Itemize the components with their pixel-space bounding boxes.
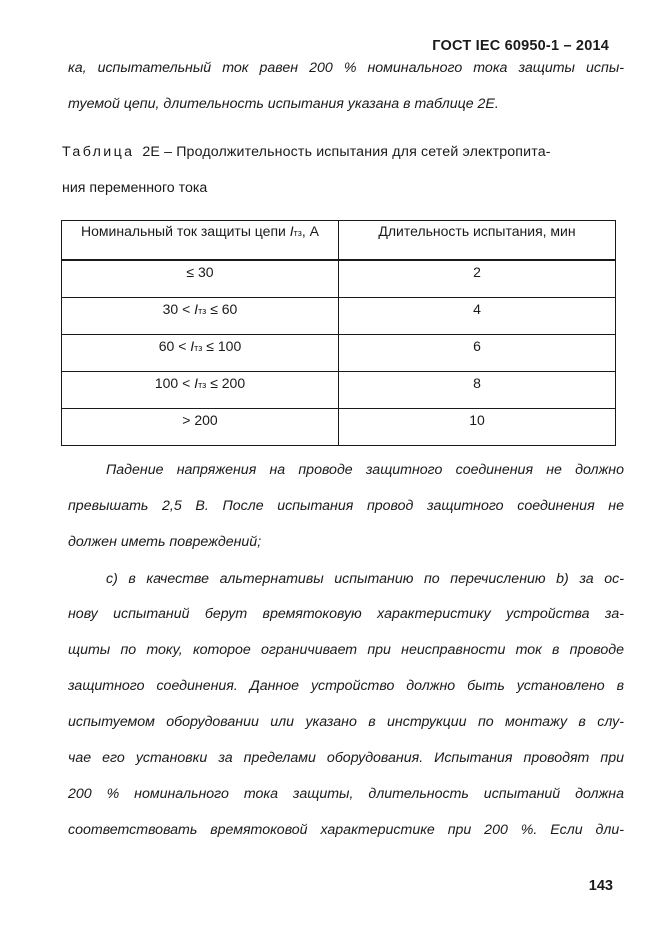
table-row xyxy=(62,371,616,408)
table-row xyxy=(62,408,616,445)
current-range-cell: ≤ 30 xyxy=(62,260,339,297)
table-header-row xyxy=(62,221,616,261)
paragraph-2-line-4: защитного соединения. Данное устройство должно быть установлено в xyxy=(68,678,624,694)
duration-cell: 8 xyxy=(339,371,616,408)
current-range-cell: 60 < Iтз ≤ 100 xyxy=(62,334,339,371)
intro-line-1: ка, испытательный ток равен 200 % номинального тока защиты испы- xyxy=(68,60,624,76)
paragraph-2-line-5: испытуемом оборудовании или указано в инструкции по монтажу в слу- xyxy=(68,714,624,730)
paragraph-2-line-6: чае его установки за пределами оборудования. Испытания проводят при xyxy=(68,750,624,766)
document-standard-header: ГОСТ IEC 60950-1 – 2014 xyxy=(432,38,609,54)
duration-cell: 2 xyxy=(339,260,616,297)
table-row xyxy=(62,297,616,334)
paragraph-2-line-8: соответствовать времятоковой характеристике при 200 %. Если дли- xyxy=(68,822,624,838)
table-row xyxy=(62,260,616,297)
page-number: 143 xyxy=(588,878,613,894)
table-caption-label: Таблица xyxy=(62,144,135,160)
paragraph-2-line-7: 200 % номинального тока защиты, длительность испытаний должна xyxy=(68,786,624,802)
current-range-cell: > 200 xyxy=(62,408,339,445)
duration-cell: 4 xyxy=(339,297,616,334)
table-caption xyxy=(62,144,615,160)
duration-cell: 10 xyxy=(339,408,616,445)
paragraph-2-line-2: нову испытаний берут времятоковую характеристику устройства за- xyxy=(68,606,624,622)
table-caption-text: 2Е – Продолжительность испытания для сетей электропита- xyxy=(142,144,551,160)
intro-line-2: туемой цепи, длительность испытания указана в таблице 2Е. xyxy=(68,96,499,112)
duration-cell: 6 xyxy=(339,334,616,371)
table-row xyxy=(62,334,616,371)
header-test-duration: Длительность испытания, мин xyxy=(339,221,616,261)
paragraph-2-line-1: c) в качестве альтернативы испытанию по перечислению b) за ос- xyxy=(106,571,624,587)
paragraph-1-line-2: превышать 2,5 В. После испытания провод защитного соединения не xyxy=(68,498,624,514)
paragraph-1-line-3: должен иметь повреждений; xyxy=(68,534,262,550)
current-range-cell: 100 < Iтз ≤ 200 xyxy=(62,371,339,408)
paragraph-1-line-1: Падение напряжения на проводе защитного соединения не должно xyxy=(106,462,624,478)
table-caption-line-2: ния переменного тока xyxy=(62,180,208,196)
current-range-cell: 30 < Iтз ≤ 60 xyxy=(62,297,339,334)
test-duration-table xyxy=(61,220,616,446)
header-rated-current: Номинальный ток защиты цепи Iтз, А xyxy=(62,221,339,261)
paragraph-2-line-3: щиты по току, которое ограничивает при неисправности ток в проводе xyxy=(68,642,624,658)
